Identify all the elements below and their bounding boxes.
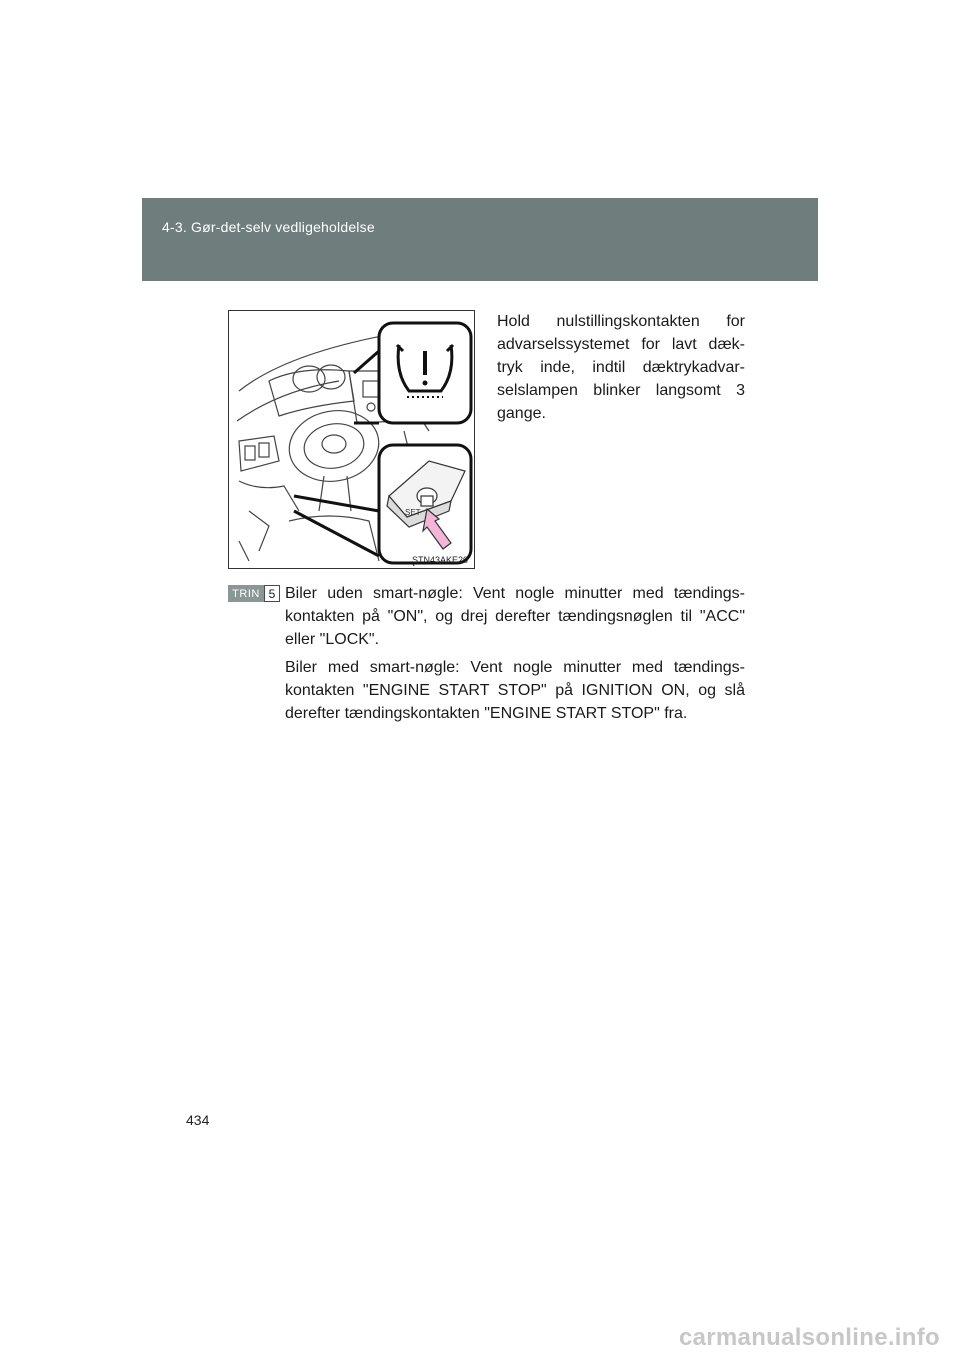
step-5-label: TRIN xyxy=(228,585,264,602)
page-number: 434 xyxy=(186,1112,210,1128)
step-5-number: 5 xyxy=(264,585,280,602)
step-5-text-1: Biler uden smart-nøgle: Vent nogle minutter med tændings-kontakten på "ON", og drej derefter tændingsnøglen til "ACC" eller "LOCK". xyxy=(285,585,745,648)
dashboard-illustration xyxy=(228,310,475,569)
dashboard-drawing xyxy=(229,311,474,568)
step-5-text-2: Biler med smart-nøgle: Vent nogle minutter med tændings-kontakten "ENGINE START STOP" på IGNITION ON, og slå derefter tændingskontakten "ENGINE START STOP" fra. xyxy=(285,659,745,722)
step-5-badge xyxy=(228,585,280,602)
set-button-label: SET xyxy=(405,508,421,517)
section-title: 4-3. Gør-det-selv vedligeholdelse xyxy=(162,219,375,235)
step-4-text: Hold nulstillingskontakten for advarselssystemet for lavt dæk-tryk inde, indtil dæktrykadvar-selslampen blinker langsomt 3 gange. xyxy=(497,313,745,422)
figure-code: STN43AKE20 xyxy=(411,555,468,565)
watermark: carmanualsonline.info xyxy=(678,1324,940,1351)
section-header xyxy=(142,198,818,281)
